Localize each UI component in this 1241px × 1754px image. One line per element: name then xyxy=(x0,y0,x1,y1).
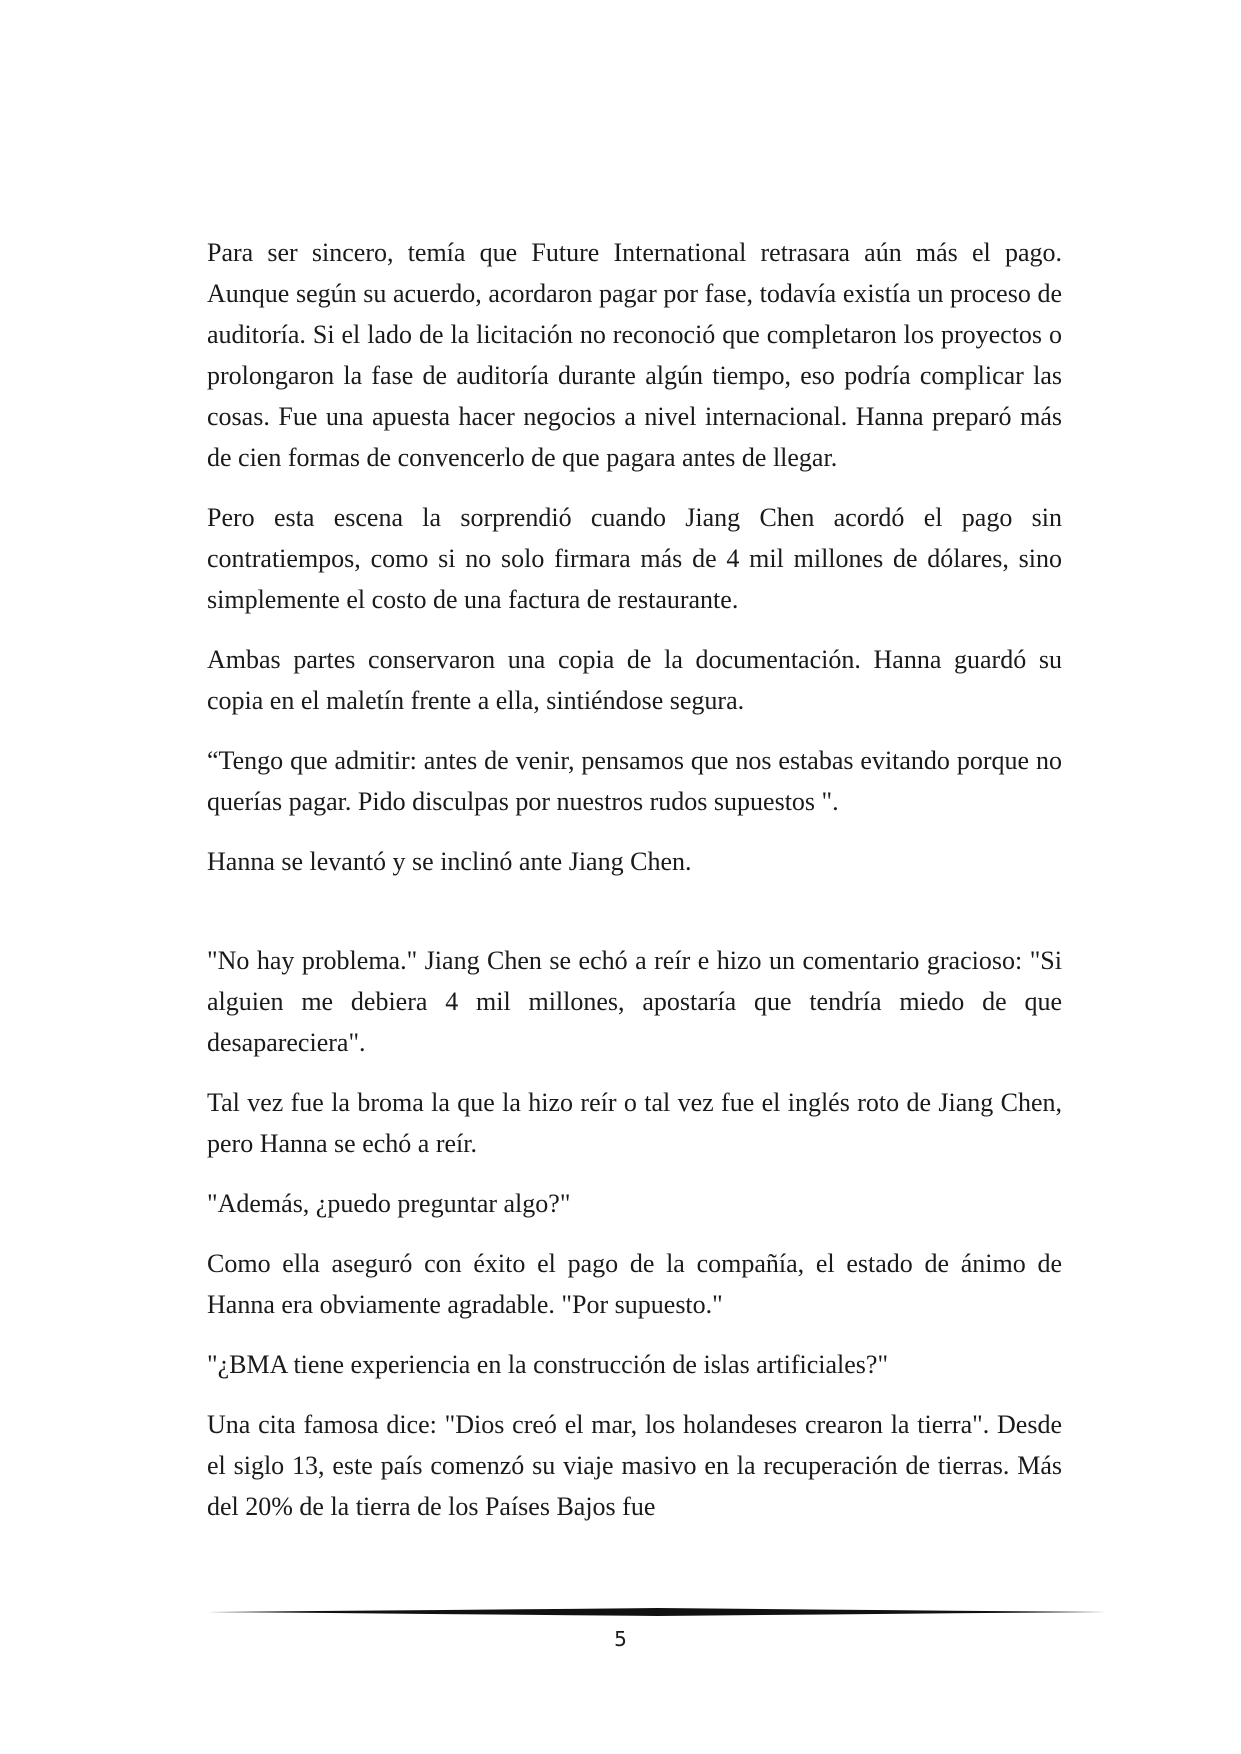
footer-divider xyxy=(207,1605,1107,1619)
paragraph: "Además, ¿puedo preguntar algo?" xyxy=(207,1189,571,1218)
paragraph: Tal vez fue la broma la que la hizo reír o tal vez fue el inglés roto de Jiang Chen, pero Hanna se echó a reír. xyxy=(207,1088,1062,1158)
paragraph: Una cita famosa dice: "Dios creó el mar, los holandeses crearon la tierra". Desde el siglo 13, este país comenzó su viaje masivo en la recuperación de tierras. Más del 20% de la tierra de los Países Bajos fue xyxy=(207,1410,1062,1521)
page-body xyxy=(207,232,1062,1546)
paragraph: Pero esta escena la sorprendió cuando Jiang Chen acordó el pago sin contratiempos, como si no solo firmara más de 4 mil millones de dólares, sino simplemente el costo de una factura de restaurante. xyxy=(207,503,1062,614)
paragraph: Hanna se levantó y se inclinó ante Jiang Chen. xyxy=(207,847,692,876)
paragraph: Ambas partes conservaron una copia de la documentación. Hanna guardó su copia en el maletín frente a ella, sintiéndose segura. xyxy=(207,645,1062,715)
page-number: 5 xyxy=(614,1627,627,1651)
paragraph: Para ser sincero, temía que Future International retrasara aún más el pago. Aunque según su acuerdo, acordaron pagar por fase, todavía existía un proceso de auditoría. Si el lado de la licitación no reconoció que completaron los proyectos o prolongaron la fase de auditoría durante algún tiempo, eso podría complicar las cosas. Fue una apuesta hacer negocios a nivel internacional. Hanna preparó más de cien formas de convencerlo de que pagara antes de llegar. xyxy=(207,238,1062,472)
paragraph: Como ella aseguró con éxito el pago de la compañía, el estado de ánimo de Hanna era obviamente agradable. "Por supuesto." xyxy=(207,1249,1062,1319)
paragraph: "No hay problema." Jiang Chen se echó a reír e hizo un comentario gracioso: "Si alguien me debiera 4 mil millones, apostaría que tendría miedo de que desapareciera". xyxy=(207,946,1062,1057)
paragraph: "¿BMA tiene experiencia en la construcción de islas artificiales?" xyxy=(207,1350,889,1379)
paragraph: “Tengo que admitir: antes de venir, pensamos que nos estabas evitando porque no querías pagar. Pido disculpas por nuestros rudos supuestos ". xyxy=(207,746,1062,816)
